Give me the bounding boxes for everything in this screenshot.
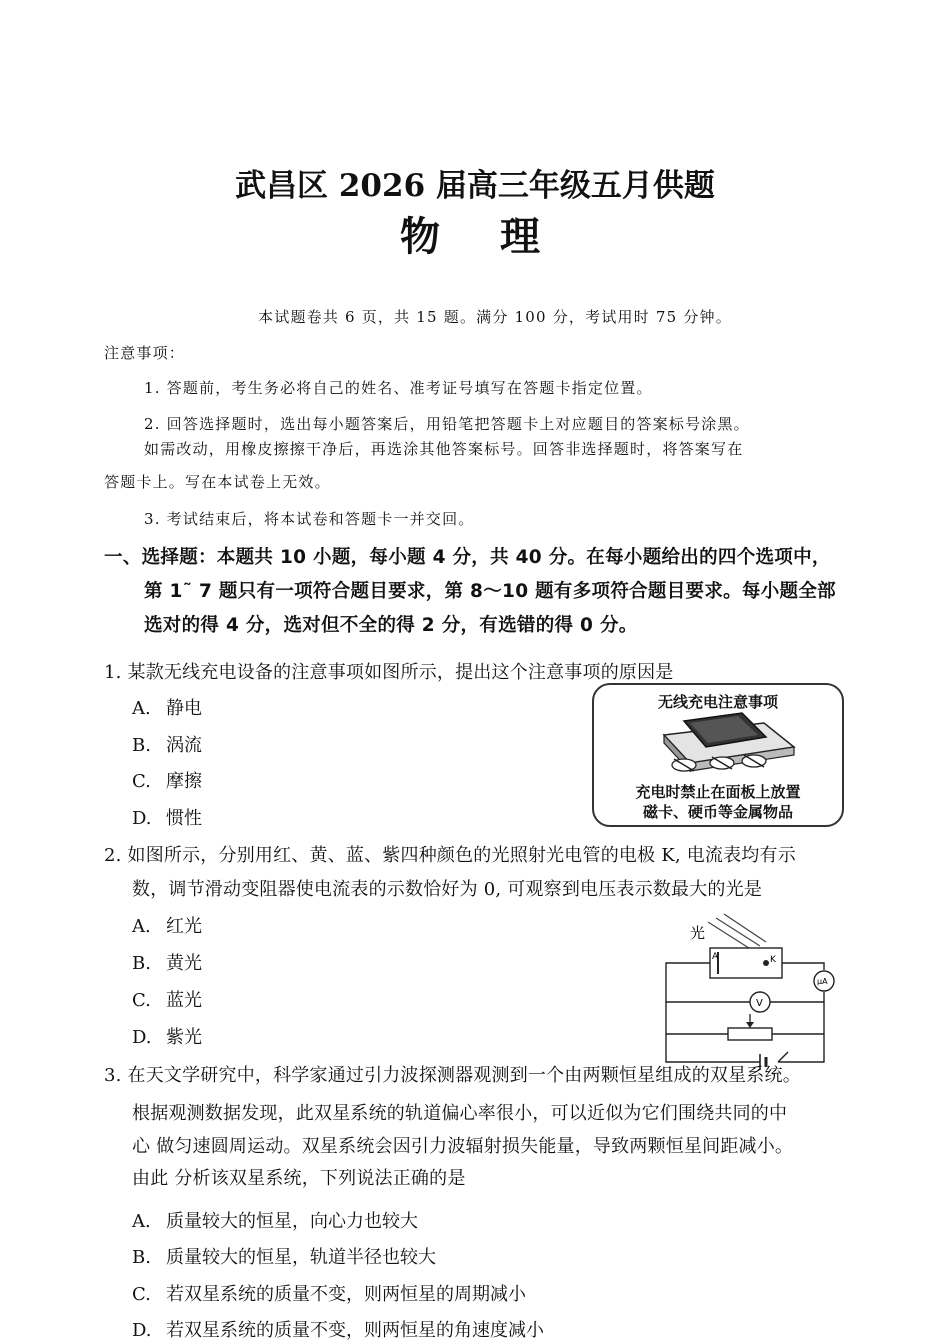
notes-heading: 注意事项： — [104, 344, 186, 362]
option-text: 涡流 — [166, 735, 202, 756]
q3-option-a — [132, 1207, 418, 1233]
option-text: 若双星系统的质量不变，则两恒星的周期减小 — [166, 1284, 526, 1305]
subject-title: 物 理 — [400, 213, 550, 260]
anode-label: A — [712, 952, 719, 962]
note-1: 1. 答题前，考生务必将自己的姓名、准考证号填写在答题卡指定位置。 — [144, 379, 653, 397]
option-label: D. — [132, 1320, 152, 1341]
q1-option-c — [132, 767, 202, 793]
figure-warning-line-2: 磁卡、硬币等金属物品 — [642, 803, 793, 821]
section-heading-line-3: 选对的得 4 分，选对但不全的得 2 分，有选错的得 0 分。 — [144, 615, 638, 636]
figure-title: 无线充电注意事项 — [657, 693, 778, 711]
section-heading-line-2: 第 1˜ 7 题只有一项符合题目要求，第 8～10 题有多项符合题目要求。每小题全部 — [144, 581, 836, 602]
q3-stem-line-3: 心 做匀速圆周运动。双星系统会因引力波辐射损失能量，导致两颗恒星间距减小。 — [132, 1136, 794, 1157]
light-label: 光 — [690, 924, 706, 942]
option-label: A. — [132, 916, 151, 937]
cathode-label: K — [770, 955, 776, 965]
option-label: D. — [132, 808, 152, 829]
rheostat-icon — [728, 1028, 772, 1040]
figure-warning-line-1: 充电时禁止在面板上放置 — [635, 783, 801, 801]
q3-option-c — [132, 1280, 526, 1306]
q3-option-b — [132, 1243, 436, 1269]
option-label: C. — [132, 1284, 151, 1305]
option-text: 静电 — [166, 698, 202, 719]
q2-option-c — [132, 986, 202, 1012]
ammeter-label: μA — [817, 977, 828, 986]
option-label: A. — [132, 1211, 151, 1232]
q2-stem-line-2: 数，调节滑动变阻器使电流表的示数恰好为 0, 可观察到电压表示数最大的光是 — [132, 879, 763, 900]
option-text: 若双星系统的质量不变，则两恒星的角速度减小 — [166, 1320, 544, 1341]
option-text: 黄光 — [166, 953, 202, 974]
q2-stem-line-1: 2. 如图所示，分别用红、黄、蓝、紫四种颜色的光照射光电管的电极 K, 电流表均有示 — [104, 845, 796, 866]
q3-stem-line-2: 根据观测数据发现，此双星系统的轨道偏心率很小，可以近似为它们围绕共同的中 — [132, 1103, 788, 1124]
option-label: A. — [132, 698, 151, 719]
option-text: 紫光 — [166, 1027, 202, 1048]
note-2-line-1: 2. 回答选择题时，选出每小题答案后，用铅笔把答题卡上对应题目的答案标号涂黑。 — [144, 415, 750, 433]
option-text: 蓝光 — [166, 990, 202, 1011]
exam-intro: 本试题卷共 6 页，共 15 题。满分 100 分，考试用时 75 分钟。 — [258, 308, 732, 326]
note-3: 3. 考试结束后，将本试卷和答题卡一并交回。 — [144, 510, 475, 528]
q3-option-d — [132, 1316, 544, 1342]
q2-option-d — [132, 1023, 202, 1049]
q3-stem-line-4: 由此 分析该双星系统，下列说法正确的是 — [132, 1168, 466, 1189]
option-text: 红光 — [166, 916, 202, 937]
q1-option-d — [132, 804, 202, 830]
q2-option-a — [132, 912, 202, 938]
option-text: 质量较大的恒星，轨道半径也较大 — [166, 1247, 436, 1268]
wireless-charger-figure — [592, 683, 844, 827]
option-text: 质量较大的恒星，向心力也较大 — [166, 1211, 418, 1232]
option-label: C. — [132, 771, 151, 792]
photoelectric-circuit-figure — [660, 910, 840, 1070]
option-text: 摩擦 — [166, 771, 202, 792]
q3-stem-line-1: 3. 在天文学研究中，科学家通过引力波探测器观测到一个由两颗恒星组成的双星系统。 — [104, 1065, 801, 1086]
option-label: B. — [132, 1247, 151, 1268]
note-2-line-3: 答题卡上。写在本试卷上无效。 — [104, 473, 331, 491]
option-label: D. — [132, 1027, 152, 1048]
q1-option-a — [132, 694, 202, 720]
option-label: B. — [132, 735, 151, 756]
section-heading-line-1: 一、选择题：本题共 10 小题，每小题 4 分，共 40 分。在每小题给出的四个选项中， — [104, 547, 831, 568]
q1-stem: 1. 某款无线充电设备的注意事项如图所示，提出这个注意事项的原因是 — [104, 662, 674, 683]
note-2-line-2: 如需改动，用橡皮擦擦干净后，再选涂其他答案标号。回答非选择题时，将答案写在 — [144, 440, 744, 458]
option-label: B. — [132, 953, 151, 974]
exam-title: 武昌区 2026 届高三年级五月供题 — [235, 168, 715, 204]
option-text: 惯性 — [166, 808, 202, 829]
option-label: C. — [132, 990, 151, 1011]
q2-option-b — [132, 949, 202, 975]
q1-option-b — [132, 731, 202, 757]
voltmeter-label: V — [756, 998, 763, 1009]
